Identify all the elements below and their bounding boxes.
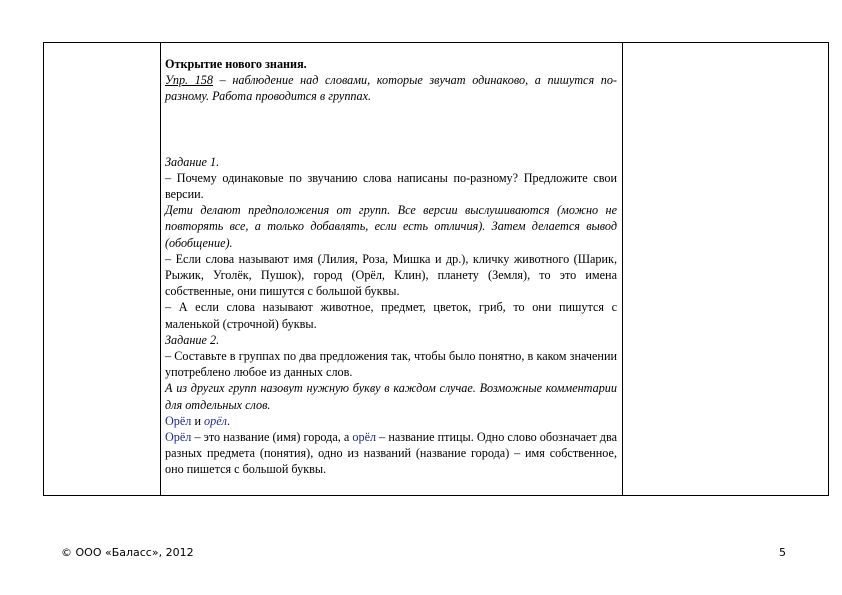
task1-rule-proper-nouns: – Если слова называют имя (Лилия, Роза, Мишка и др.), кличку животного (Шарик, Рыжик, Уголёк, Пушок), город (Орёл, Клин), планету (Земля), то это имена собственные, они пишутся с большой буквы. bbox=[165, 251, 617, 299]
word-pair-line bbox=[165, 413, 617, 429]
task2-question: – Составьте в группах по два предложения так, чтобы было понятно, в каком значении употреблено любое из данных слов. bbox=[165, 349, 617, 380]
task1-note: Дети делают предположения от групп. Все версии выслушиваются (можно не повторять все, а только добавлять, если есть отличия). Затем делается вывод (обобщение). bbox=[165, 203, 617, 250]
task2-note: А из других групп назовут нужную букву в каждом случае. Возможные комментарии для отдельных слов. bbox=[165, 381, 617, 412]
footer-page-number: 5 bbox=[779, 546, 786, 559]
explanation-part2: – название птицы. Одно слово обозначает два разных предмета (понятия), одно из названий (название города) – имя собственное, оно пишется с большой буквы. bbox=[165, 430, 617, 477]
explanation-word-common: орёл bbox=[352, 430, 377, 445]
section-title: Открытие нового знания. bbox=[165, 57, 307, 71]
footer-copyright: © ООО «Баласс», 2012 bbox=[61, 546, 194, 559]
word-pair-dot: . bbox=[226, 413, 230, 428]
explanation-word-proper: Орёл bbox=[165, 430, 192, 445]
spacer bbox=[165, 105, 617, 154]
task2-heading: Задание 2. bbox=[165, 332, 220, 347]
column-divider-left bbox=[160, 43, 161, 495]
exercise-ref: Упр. 158 bbox=[165, 73, 213, 88]
task1-question: – Почему одинаковые по звучанию слова написаны по-разному? Предложите свои версии. bbox=[165, 170, 617, 202]
column-divider-right bbox=[622, 43, 623, 495]
intro-text: – наблюдение над словами, которые звучат одинаково, а пишутся по-разному. Работа проводится в группах. bbox=[165, 73, 617, 104]
intro-paragraph bbox=[165, 72, 617, 104]
explanation-part1: – это название (имя) города, а bbox=[191, 430, 353, 445]
word-pair-and: и bbox=[191, 413, 205, 428]
lesson-content-cell bbox=[165, 56, 617, 478]
task1-rule-common-nouns: – А если слова называют животное, предмет, цветок, гриб, то они пишутся с маленькой (строчной) буквы. bbox=[165, 300, 617, 331]
lesson-table bbox=[43, 42, 829, 496]
word-pair-proper: Орёл bbox=[165, 413, 192, 428]
task1-heading: Задание 1. bbox=[165, 154, 220, 169]
word-pair-common: орёл bbox=[204, 413, 227, 428]
explanation-paragraph bbox=[165, 429, 617, 478]
